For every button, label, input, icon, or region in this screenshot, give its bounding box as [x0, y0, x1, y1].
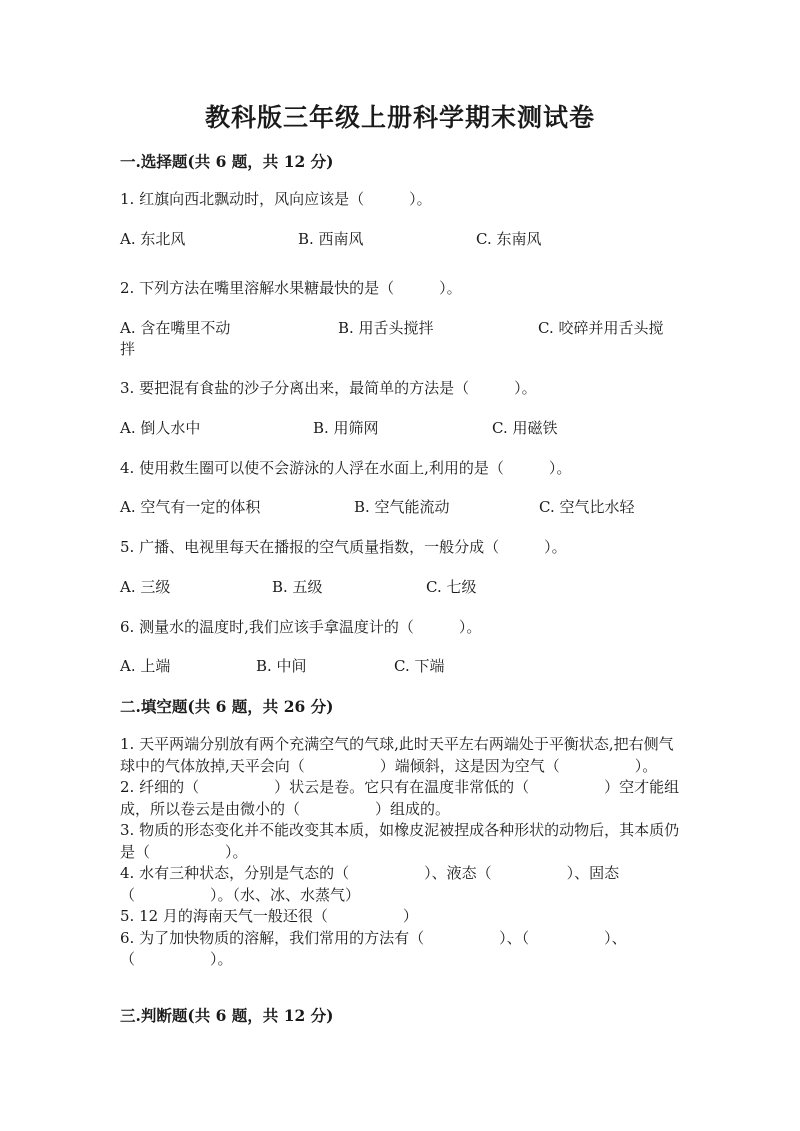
- option-a: A. 含在嘴里不动: [120, 319, 231, 337]
- fill-question: 2. 纤细的（ ）状云是卷。它只有在温度非常低的（ ）空才能组成，所以卷云是由微小的（ ）组成的。: [120, 778, 680, 818]
- section-heading-choice: 一.选择题(共 6 题，共 12 分): [120, 152, 334, 171]
- option-c: C. 下端: [394, 657, 445, 675]
- section-heading-judge: 三.判断题(共 6 题，共 12 分): [120, 1006, 334, 1025]
- option-c: C. 用磁铁: [492, 419, 558, 437]
- option-c-wrap: 拌: [120, 340, 136, 358]
- fill-questions: [120, 734, 685, 971]
- section-heading-fill: 二.填空题(共 6 题，共 26 分): [120, 697, 334, 716]
- question-stem: 2. 下列方法在嘴里溶解水果糖最快的是（ ）。: [120, 279, 462, 297]
- option-b: B. 用舌头搅拌: [338, 319, 434, 337]
- option-c: C. 咬碎并用舌头搅: [538, 319, 664, 337]
- option-a: A. 空气有一定的体积: [120, 498, 261, 516]
- page-title: 教科版三年级上册科学期末测试卷: [204, 103, 595, 132]
- fill-question: 5. 12 月的海南天气一般还很（ ）: [120, 907, 418, 925]
- question-stem: 4. 使用救生圈可以使不会游泳的人浮在水面上,利用的是（ ）。: [120, 459, 572, 477]
- option-b: B. 西南风: [298, 230, 364, 248]
- option-c: C. 东南风: [476, 230, 542, 248]
- fill-question: 1. 天平两端分别放有两个充满空气的气球,此时天平左右两端处于平衡状态,把右侧气球中的气体放掉,天平会向（ ）端倾斜，这是因为空气（ ）。: [120, 735, 674, 775]
- option-a: A. 倒人水中: [120, 419, 201, 437]
- fill-question: 6. 为了加快物质的溶解，我们常用的方法有（ ）、（ ）、（ ）。: [120, 928, 627, 968]
- option-b: B. 空气能流动: [354, 498, 450, 516]
- question-stem: 5. 广播、电视里每天在播报的空气质量指数，一般分成（ ）。: [120, 538, 567, 556]
- option-b: B. 中间: [256, 657, 307, 675]
- option-a: A. 上端: [120, 657, 171, 675]
- option-c: C. 空气比水轻: [539, 498, 635, 516]
- question-stem: 3. 要把混有食盐的沙子分离出来，最简单的方法是（ ）。: [120, 379, 537, 397]
- fill-question: 3. 物质的形态变化并不能改变其本质，如橡皮泥被捏成各种形状的动物后，其本质仍是（ ）。: [120, 821, 680, 861]
- option-b: B. 用筛网: [313, 419, 379, 437]
- fill-question: 4. 水有三种状态，分别是气态的（ ）、液态（ ）、固态（ ）。（水、冰、水蒸气）: [120, 864, 620, 904]
- question-stem: 1. 红旗向西北飘动时，风向应该是（ ）。: [120, 190, 432, 208]
- question-stem: 6. 测量水的温度时,我们应该手拿温度计的（ ）。: [120, 618, 482, 636]
- option-c: C. 七级: [426, 578, 477, 596]
- option-a: A. 三级: [120, 578, 171, 596]
- option-b: B. 五级: [272, 578, 323, 596]
- option-a: A. 东北风: [120, 230, 186, 248]
